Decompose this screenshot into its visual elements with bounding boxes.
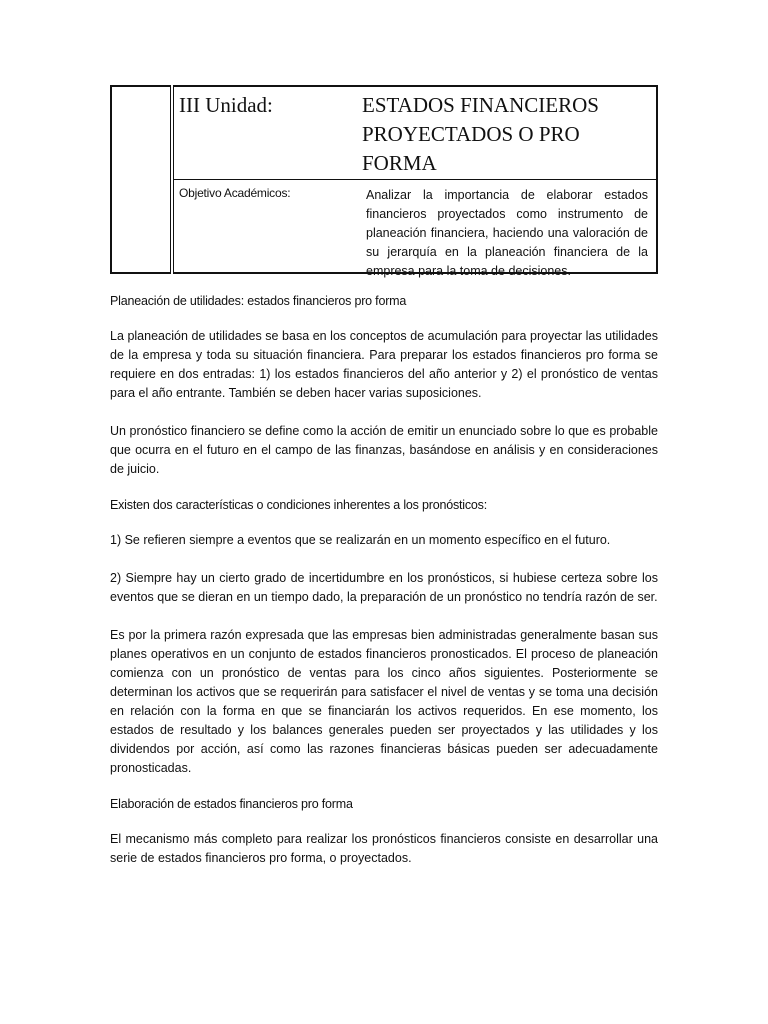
unit-label: III Unidad: xyxy=(179,93,273,117)
paragraph-caracteristica-2: 2) Siempre hay un cierto grado de incertidumbre en los pronósticos, si hubiese certeza sobre los eventos que se dieran en un tiempo dado, la preparación de un pronóstico no tendría razón de ser. xyxy=(110,571,658,604)
section-heading-elaboracion: Elaboración de estados financieros pro forma xyxy=(110,797,353,811)
document-page xyxy=(110,85,658,868)
paragraph-primera-razon: Es por la primera razón expresada que las empresas bien administradas generalmente basan sus planes operativos en un conjunto de estados financieros pronosticados. El proceso de planeación comienza con un pronóstico de ventas para los cinco años siguientes. Posteriormente se determinan los activos que se requerirán para satisfacer el nivel de ventas y se toma una decisión en relación con la forma en que se financiarán los activos requeridos. En ese momento, los estados de resultado y los balances generales pueden ser proyectados y las utilidades y los dividendos por acción, así como las razones financieras básicas pueden ser adecuadamente pronosticadas. xyxy=(110,628,658,775)
paragraph-planeacion: La planeación de utilidades se basa en los conceptos de acumulación para proyectar las utilidades de la empresa y toda su situación financiera. Para preparar los estados financieros pro forma se requiere en dos entradas: 1) los estados financieros del año anterior y 2) el pronóstico de ventas para el año entrante. También se deben hacer varias suposiciones. xyxy=(110,329,658,400)
title-cell xyxy=(172,86,657,180)
objective-text: Analizar la importancia de elaborar estados financieros proyectados como instrumento de planeación financiera, haciendo una valoración de su jerarquía en la planeación financiera de la empresa para la toma de decisiones. xyxy=(366,188,648,278)
blank-column xyxy=(111,86,172,273)
objective-cell xyxy=(172,180,657,278)
paragraph-pronostico-definicion: Un pronóstico financiero se define como la acción de emitir un enunciado sobre lo que es probable que ocurra en el futuro en el campo de las finanzas, basándose en análisis y en consideraciones de juicio. xyxy=(110,424,658,476)
objective-label: Objetivo Académicos: xyxy=(179,186,291,200)
unit-header-table xyxy=(110,85,658,278)
section-heading-planeacion: Planeación de utilidades: estados financieros pro forma xyxy=(110,294,407,308)
unit-title: ESTADOS FINANCIEROS PROYECTADOS O PRO FORMA xyxy=(362,93,599,175)
paragraph-caracteristica-1: 1) Se refieren siempre a eventos que se realizarán en un momento específico en el futuro. xyxy=(110,533,611,547)
section-heading-caracteristicas: Existen dos características o condiciones inherentes a los pronósticos: xyxy=(110,498,487,512)
paragraph-mecanismo: El mecanismo más completo para realizar los pronósticos financieros consiste en desarrollar una serie de estados financieros pro forma, o proyectados. xyxy=(110,832,658,865)
